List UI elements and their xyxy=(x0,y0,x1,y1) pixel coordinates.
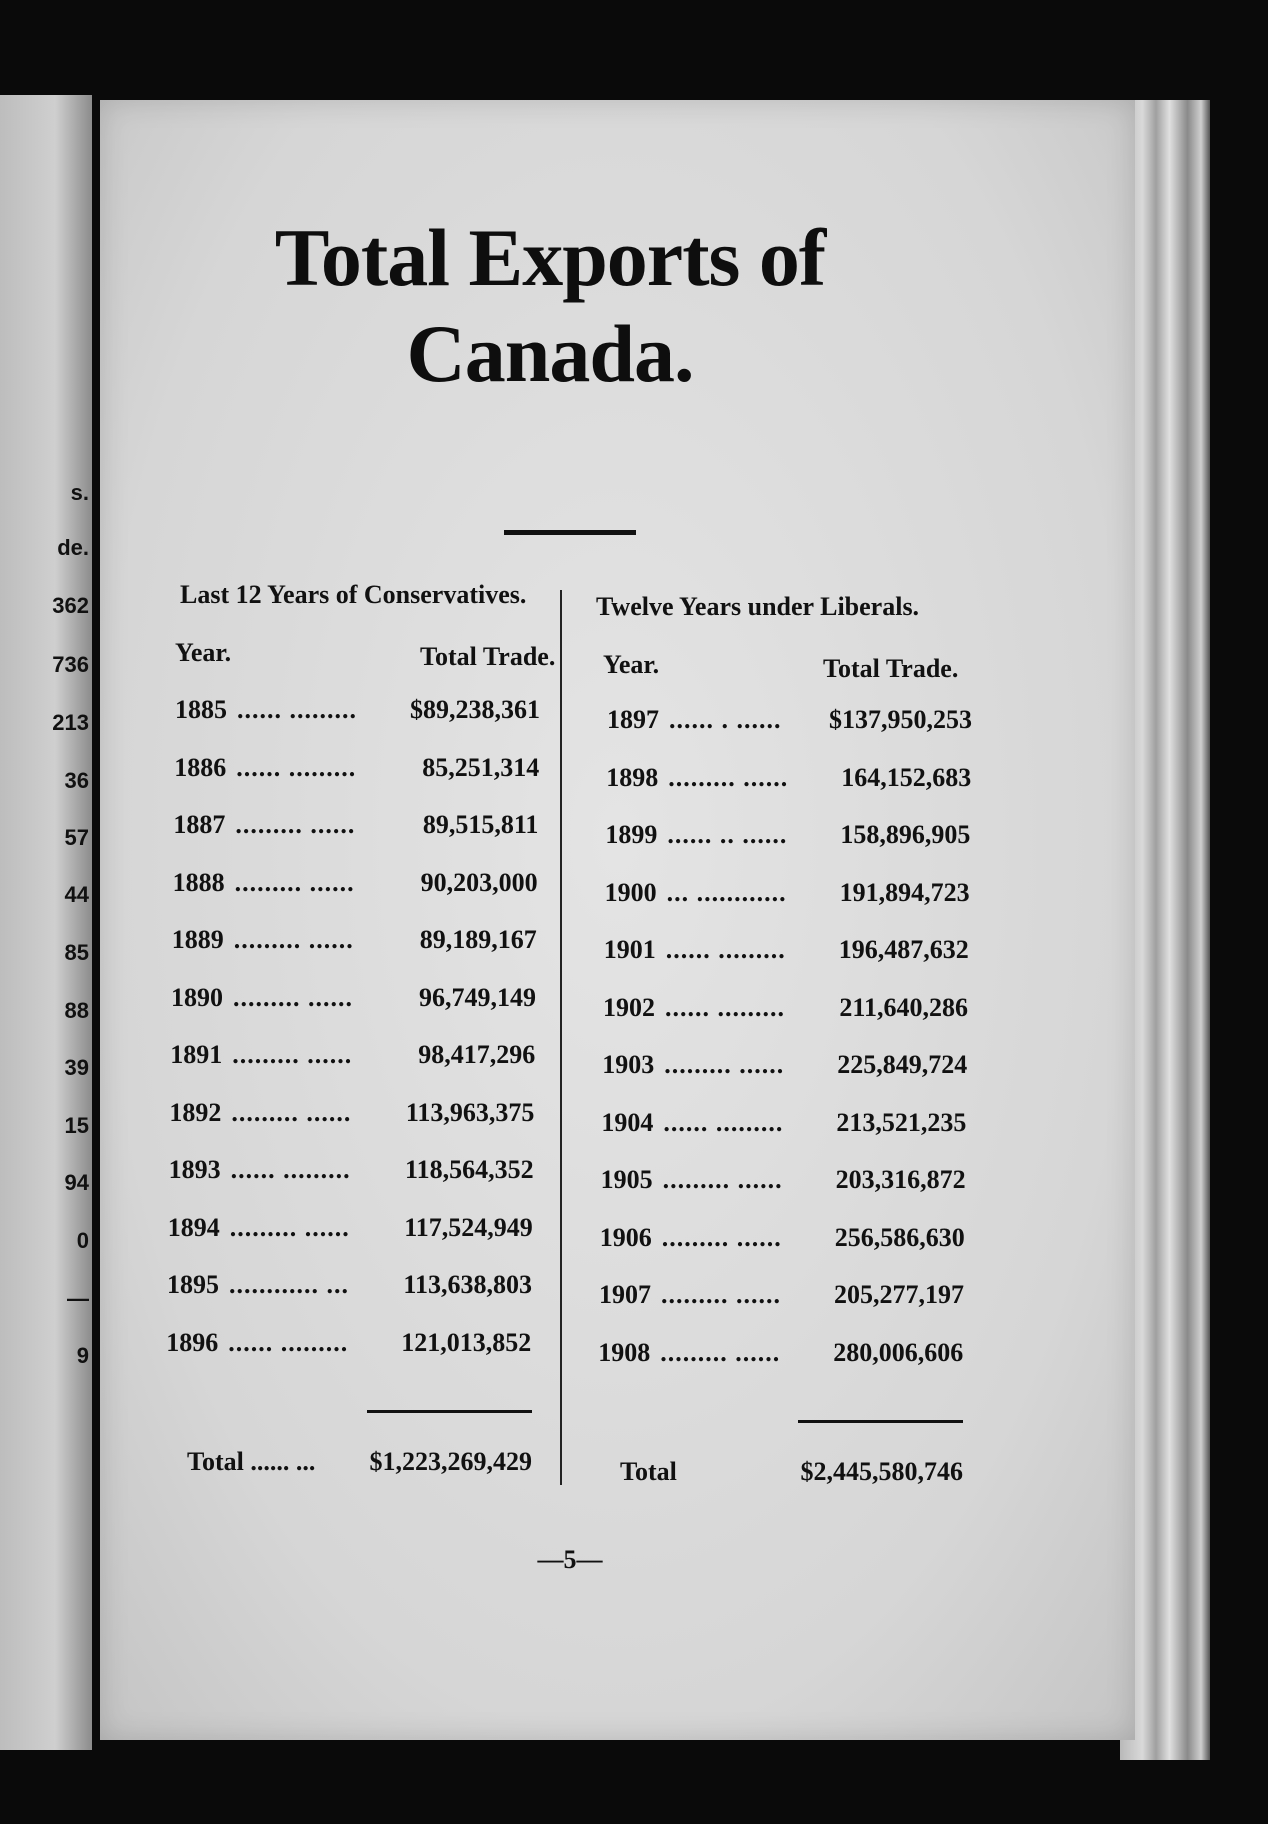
table-row xyxy=(173,810,538,840)
amount-cell: $89,238,361 xyxy=(410,695,540,724)
facing-page-fragment: 9 xyxy=(76,1343,89,1368)
year-cell: 1886 xyxy=(174,752,227,782)
year-cell: 1890 xyxy=(171,982,223,1012)
amount-cell: 118,564,352 xyxy=(405,1155,534,1184)
leader-dots: ...... ......... xyxy=(665,992,785,1022)
leader-dots: ......... ...... xyxy=(660,1337,781,1367)
leader-dots: ......... ...... xyxy=(661,1222,782,1252)
facing-page-fragment: 213 xyxy=(52,710,89,735)
leader-dots: ......... ...... xyxy=(233,925,354,954)
facing-page-fragment: 88 xyxy=(64,998,89,1023)
year-cell: 1908 xyxy=(598,1337,651,1367)
facing-page-fragment: de. xyxy=(57,535,89,560)
leader-dots: ...... ......... xyxy=(230,1155,351,1184)
liberals-sum-rule xyxy=(798,1420,963,1423)
leader-dots: ......... ...... xyxy=(235,810,356,839)
facing-page-fragment: 362 xyxy=(52,593,89,618)
table-row xyxy=(606,763,971,793)
leader-dots: ......... ...... xyxy=(231,1097,352,1127)
conservatives-total-label: Total ...... ... xyxy=(187,1447,316,1476)
amount-cell: 196,487,632 xyxy=(838,935,969,964)
table-row xyxy=(170,1040,535,1070)
year-cell: 1898 xyxy=(606,762,659,792)
table-row xyxy=(605,878,970,908)
year-cell: 1889 xyxy=(171,925,224,954)
amount-cell: 113,963,375 xyxy=(405,1097,535,1127)
facing-page-fragment: s. xyxy=(70,480,89,505)
table-row xyxy=(173,868,538,898)
facing-page-fragment: 44 xyxy=(64,882,89,907)
amount-cell: 98,417,296 xyxy=(418,1040,536,1069)
amount-cell: 211,640,286 xyxy=(839,992,968,1022)
year-cell: 1904 xyxy=(601,1107,654,1137)
table-row xyxy=(599,1280,964,1310)
amount-cell: 164,152,683 xyxy=(841,762,972,792)
amount-cell: 96,749,149 xyxy=(419,982,536,1012)
year-cell: 1895 xyxy=(167,1270,219,1299)
table-row xyxy=(169,1098,534,1128)
table-row xyxy=(600,1223,965,1253)
table-row xyxy=(175,695,540,725)
leader-dots: ...... . ...... xyxy=(669,705,782,734)
leader-dots: ......... ...... xyxy=(232,1040,353,1069)
leader-dots: ...... ......... xyxy=(665,935,786,964)
amount-cell: 158,896,905 xyxy=(840,820,971,849)
page-title xyxy=(150,210,950,402)
year-cell: 1893 xyxy=(168,1155,221,1184)
title-rule xyxy=(504,530,636,535)
leader-dots: ......... ...... xyxy=(664,1050,785,1079)
conservatives-trade-header: Total Trade. xyxy=(420,642,556,671)
table-row xyxy=(605,820,970,850)
leader-dots: ...... ......... xyxy=(236,752,357,782)
amount-cell: 113,638,803 xyxy=(403,1270,532,1299)
leader-dots: ......... ...... xyxy=(668,762,789,792)
conservatives-heading: Last 12 Years of Conservatives. xyxy=(180,580,527,609)
leader-dots: ......... ...... xyxy=(233,982,353,1012)
amount-cell: 121,013,852 xyxy=(401,1327,532,1357)
table-row xyxy=(169,1155,534,1185)
year-cell: 1905 xyxy=(600,1165,653,1194)
year-cell: 1907 xyxy=(599,1280,651,1309)
year-cell: 1891 xyxy=(170,1040,223,1069)
leader-dots: ......... ...... xyxy=(662,1165,783,1194)
table-row xyxy=(167,1270,532,1300)
conservatives-total-amount: $1,223,269,429 xyxy=(369,1447,532,1476)
facing-page-fragment: 85 xyxy=(64,940,89,965)
leader-dots: ...... ......... xyxy=(228,1327,349,1357)
table-row xyxy=(166,1328,531,1358)
facing-page-edge xyxy=(0,95,92,1750)
facing-page-fragment: 36 xyxy=(64,768,89,793)
table-row xyxy=(601,1165,966,1195)
year-cell: 1888 xyxy=(172,867,225,897)
facing-page-fragment: 57 xyxy=(64,825,89,850)
table-row xyxy=(172,925,537,955)
year-cell: 1906 xyxy=(599,1222,652,1252)
table-row xyxy=(607,705,972,735)
amount-cell: 205,277,197 xyxy=(834,1280,964,1309)
liberals-total-amount: $2,445,580,746 xyxy=(800,1457,963,1486)
table-row xyxy=(602,1050,967,1080)
leader-dots: ......... ...... xyxy=(234,867,355,897)
table-row xyxy=(171,983,536,1013)
amount-cell: 89,189,167 xyxy=(419,925,537,954)
year-cell: 1901 xyxy=(603,935,656,964)
amount-cell: 225,849,724 xyxy=(837,1050,968,1079)
table-row xyxy=(604,935,969,965)
amount-cell: 256,586,630 xyxy=(834,1222,965,1252)
facing-page-fragment: — xyxy=(67,1286,89,1311)
table-row xyxy=(601,1108,966,1138)
year-cell: 1897 xyxy=(607,705,659,734)
amount-cell: 89,515,811 xyxy=(422,810,539,839)
amount-cell: 213,521,235 xyxy=(836,1107,967,1137)
conservatives-year-header: Year. xyxy=(175,638,232,667)
facing-page-fragment: 736 xyxy=(52,652,89,677)
leader-dots: ... ............ xyxy=(666,877,787,907)
year-cell: 1887 xyxy=(173,810,226,839)
year-cell: 1902 xyxy=(603,992,655,1022)
liberals-trade-header: Total Trade. xyxy=(823,654,959,683)
leader-dots: ...... ......... xyxy=(663,1107,784,1137)
table-row xyxy=(174,753,539,783)
column-divider xyxy=(560,590,562,1485)
year-cell: 1896 xyxy=(166,1327,219,1357)
leader-dots: ......... ...... xyxy=(661,1280,781,1309)
amount-cell: 117,524,949 xyxy=(404,1212,533,1242)
liberals-year-header: Year. xyxy=(603,650,660,679)
table-row xyxy=(603,993,968,1023)
facing-page-fragment: 39 xyxy=(64,1055,89,1080)
year-cell: 1900 xyxy=(604,877,657,907)
leader-dots: ...... ......... xyxy=(237,695,357,724)
conservatives-sum-rule xyxy=(367,1410,532,1413)
table-row xyxy=(168,1213,533,1243)
year-cell: 1885 xyxy=(175,695,227,724)
amount-cell: 191,894,723 xyxy=(839,877,970,907)
year-cell: 1892 xyxy=(169,1097,222,1127)
facing-page-fragment: 15 xyxy=(64,1113,89,1138)
leader-dots: ......... ...... xyxy=(229,1212,350,1242)
facing-page-fragment: 0 xyxy=(76,1228,89,1253)
leader-dots: ...... .. ...... xyxy=(667,820,788,849)
page-number: —5— xyxy=(537,1545,603,1574)
year-cell: 1894 xyxy=(167,1212,220,1242)
amount-cell: $137,950,253 xyxy=(829,705,972,734)
amount-cell: 90,203,000 xyxy=(420,867,538,897)
year-cell: 1903 xyxy=(602,1050,655,1079)
amount-cell: 280,006,606 xyxy=(833,1337,964,1367)
leader-dots: ............ ... xyxy=(229,1270,349,1299)
title-line-1: Total Exports of xyxy=(274,212,826,303)
amount-cell: 85,251,314 xyxy=(422,752,540,782)
year-cell: 1899 xyxy=(605,820,658,849)
liberals-heading: Twelve Years under Liberals. xyxy=(596,592,920,621)
amount-cell: 203,316,872 xyxy=(835,1165,966,1194)
table-row xyxy=(598,1338,963,1368)
facing-page-fragment: 94 xyxy=(64,1170,89,1195)
title-line-2: Canada. xyxy=(406,308,694,399)
liberals-total-label: Total xyxy=(620,1457,677,1486)
